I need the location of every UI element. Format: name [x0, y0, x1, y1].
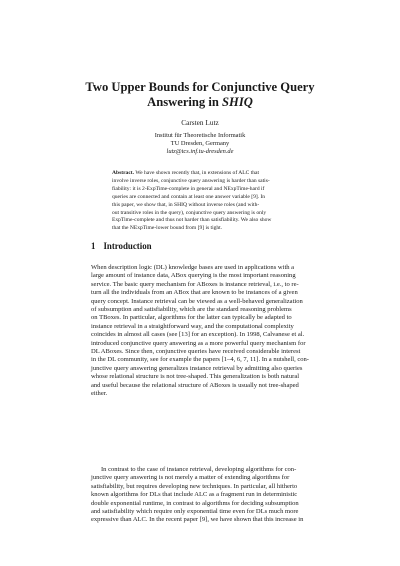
body-paragraph-2	[91, 466, 310, 525]
affiliation-institute: Institut für Theoretische Informatik	[154, 132, 246, 139]
text-line: In contrast to the case of instance retrieval, developing algorithms for con-	[101, 466, 297, 473]
abstract-line: that the NExpTime-lower bound from [9] is tight.	[112, 225, 223, 232]
text-line: satisfiability, but requires developing new techniques. In particular, all hitherto	[91, 482, 298, 490]
affiliation	[60, 132, 340, 156]
title-line-1: Two Upper Bounds for Conjunctive Query	[85, 80, 315, 94]
abstract-line: ExpTime-complete and thus not harder than satisfiability. We also show	[112, 217, 272, 224]
author-name: Carsten Lutz	[181, 118, 219, 127]
text-line: and satisfiability which require only exponential time even for DLs much more	[91, 508, 299, 516]
text-line: turn all the individuals from an ABox that are known to be instances of a given	[91, 289, 298, 297]
title-line-2	[60, 95, 340, 110]
paper-title	[60, 80, 340, 110]
text-line: large amount of instance data, ABox querying is the most important reasoning	[91, 272, 296, 280]
abstract-line	[112, 170, 290, 178]
abstract-label: Abstract.	[112, 170, 135, 176]
section-number: 1	[91, 241, 96, 251]
abstract-line: fiability: it is 2-ExpTime-complete in general and NExpTime-hard if	[112, 185, 265, 192]
abstract-line-text: We have shown recently that, in extensions of ALC that	[135, 170, 260, 176]
author-email: lutz@tcs.inf.tu-dresden.de	[166, 148, 234, 155]
abstract	[112, 170, 290, 233]
text-line: coincides in almost all cases (see [13] for an exception). In 1998, Calvanese et al.	[91, 331, 305, 339]
text-line: junctive query answering generalizes instance retrieval by admitting also queries	[91, 364, 303, 372]
text-line: known algorithms for DLs that include ALC as a fragment run in deterministic	[91, 491, 298, 499]
title-logic-name: SHIQ	[222, 95, 253, 109]
text-line: instance retrieval in a straightforward way, and the computational complexity	[91, 322, 294, 330]
text-line: service. The basic query mechanism for ABoxes is instance retrieval, i.e., to re-	[91, 280, 299, 288]
abstract-line: involve inverse roles, conjunctive query answering is harder than satis-	[112, 177, 270, 184]
text-line: query concept. Instance retrieval can be viewed as a well-behaved generalization	[91, 297, 303, 305]
text-line: either.	[91, 390, 108, 398]
text-line: on TBoxes. In particular, algorithms for the latter can typically be adapted to	[91, 314, 292, 322]
text-line: expressive than ALC. In the recent paper [9], we have shown that this increase in	[91, 516, 304, 524]
abstract-line: out transitive roles in the query), conjunctive query answering is only	[112, 209, 267, 216]
abstract-line: queries are connected and contain at least one answer variable [9]. In	[112, 193, 266, 200]
text-line: DL ABoxes. Since then, conjunctive queries have received considerable interest	[91, 348, 301, 356]
abstract-line: this paper, we show that, in SHIQ without inverse roles (and with-	[112, 201, 260, 208]
text-line: of subsumption and satisfiability, which are the standard reasoning problems	[91, 306, 292, 314]
text-line: introduced conjunctive query answering as a more powerful query mechanism for	[91, 339, 306, 347]
affiliation-university: TU Dresden, Germany	[170, 140, 230, 147]
text-line: When description logic (DL) knowledge bases are used in applications with a	[91, 264, 295, 271]
text-line: and useful because the relational structure of ABoxes is usually not tree-shaped	[91, 381, 299, 389]
text-line: in the DL community, see for example the papers [1–4, 6, 7, 11]. In a nutshell, con-	[91, 356, 309, 364]
title-line-2-text: Answering in	[147, 95, 223, 109]
text-line: whose relational structure is not tree-shaped. This generalization is both natural	[91, 373, 300, 381]
body-paragraph-1	[91, 264, 310, 399]
section-heading	[91, 241, 152, 251]
text-line: double exponential runtime, in contrast to algorithms for deciding subsumption	[91, 499, 299, 507]
section-title: Introduction	[103, 241, 152, 251]
text-line: junctive query answering is not merely a matter of extending algorithms for	[91, 474, 290, 482]
